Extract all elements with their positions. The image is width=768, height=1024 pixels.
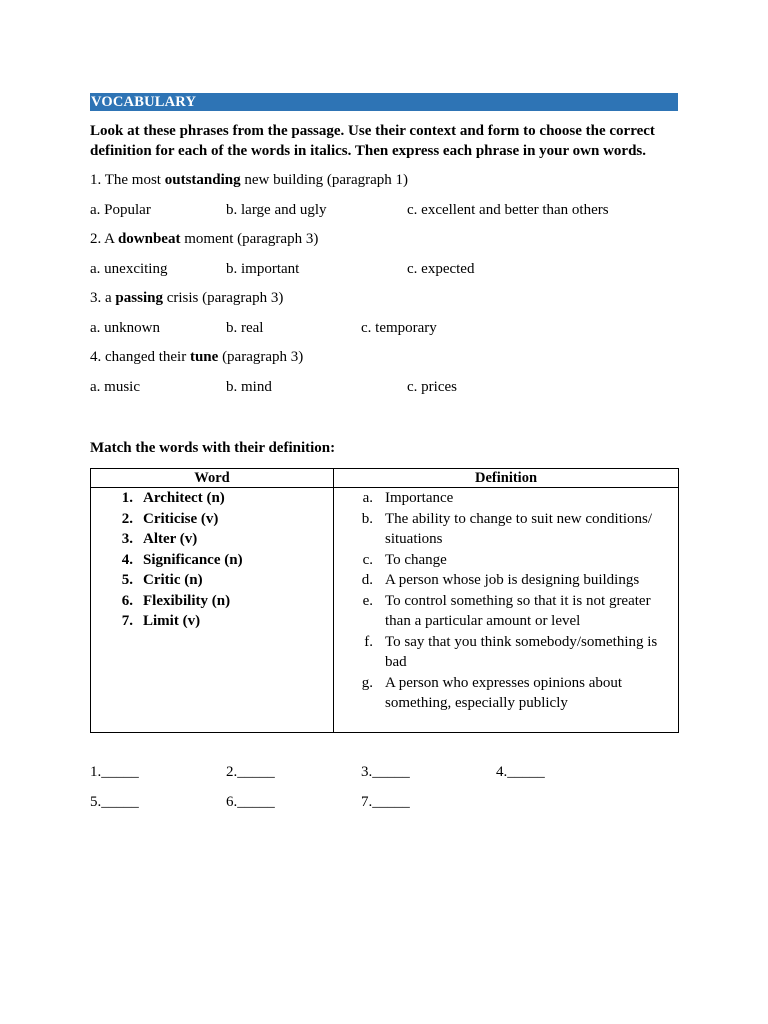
answer-blank-2[interactable]: 2._____ [226, 764, 275, 780]
option-a: a. unknown [90, 320, 160, 336]
definition-cell [334, 488, 679, 733]
question-4-keyword: tune [189, 349, 219, 365]
option-a: a. music [90, 379, 140, 395]
word-cell [91, 488, 334, 733]
definition-item: f. To say that you think somebody/something is bad [364, 633, 658, 670]
definition-column-header: Definition [334, 469, 679, 488]
answer-blank-4[interactable]: 4._____ [496, 764, 545, 780]
question-4-options [90, 377, 678, 397]
answer-blank-1[interactable]: 1._____ [90, 764, 139, 780]
word-item: 7. Limit (v) [121, 613, 201, 629]
option-c: c. prices [407, 379, 457, 395]
answer-blank-7[interactable]: 7._____ [361, 794, 410, 810]
question-1-options [90, 200, 678, 220]
section-header-vocabulary: VOCABULARY [90, 93, 678, 111]
match-title: Match the words with their definition: [90, 440, 336, 456]
question-3-options [90, 318, 678, 338]
option-c: c. expected [407, 261, 475, 277]
word-item: 4. Significance (n) [121, 551, 243, 568]
match-table [90, 468, 679, 733]
question-4: 4. changed their tune (paragraph 3) [90, 349, 304, 365]
definition-list [334, 488, 678, 714]
word-list [91, 488, 333, 632]
question-2: 2. A downbeat moment (paragraph 3) [90, 231, 319, 247]
option-b: b. large and ugly [226, 202, 327, 218]
option-b: b. important [226, 261, 300, 277]
definition-item: c. To change [362, 551, 447, 568]
instructions: Look at these phrases from the passage. Use their context and form to choose the correct definition for each of the words in italics. Then express each phrase in your own words. [90, 123, 655, 159]
option-a: a. unexciting [90, 261, 168, 277]
word-column-header: Word [91, 469, 334, 488]
worksheet-page [90, 93, 678, 822]
answer-blanks [90, 762, 678, 822]
word-item: 1. Architect (n) [121, 490, 225, 506]
definition-item: g. A person who expresses opinions about something, especially publicly [361, 674, 623, 711]
definition-item: d. A person whose job is designing buildings [361, 572, 640, 588]
option-c: c. excellent and better than others [407, 202, 609, 218]
question-1: 1. The most outstanding new building (paragraph 1) [90, 172, 409, 188]
definition-item: e. To control something so that it is not greater than a particular amount or level [362, 592, 651, 629]
option-a: a. Popular [90, 202, 151, 218]
word-item: 6. Flexibility (n) [121, 592, 231, 609]
question-2-keyword: downbeat [117, 231, 181, 247]
answer-blank-6[interactable]: 6._____ [226, 794, 275, 810]
definition-item: b. The ability to change to suit new conditions/ situations [361, 510, 653, 547]
word-item: 2. Criticise (v) [121, 510, 219, 527]
question-2-options [90, 259, 678, 279]
word-item: 5. Critic (n) [121, 572, 203, 588]
question-3: 3. a passing crisis (paragraph 3) [90, 290, 284, 306]
definition-item: a. Importance [362, 490, 454, 506]
word-item: 3. Alter (v) [121, 531, 198, 547]
option-c: c. temporary [361, 320, 437, 336]
answer-blank-5[interactable]: 5._____ [90, 794, 139, 810]
question-1-keyword: outstanding [164, 172, 241, 188]
option-b: b. mind [226, 379, 272, 395]
question-3-keyword: passing [115, 290, 163, 306]
answer-blank-3[interactable]: 3._____ [361, 764, 410, 780]
option-b: b. real [226, 320, 264, 336]
